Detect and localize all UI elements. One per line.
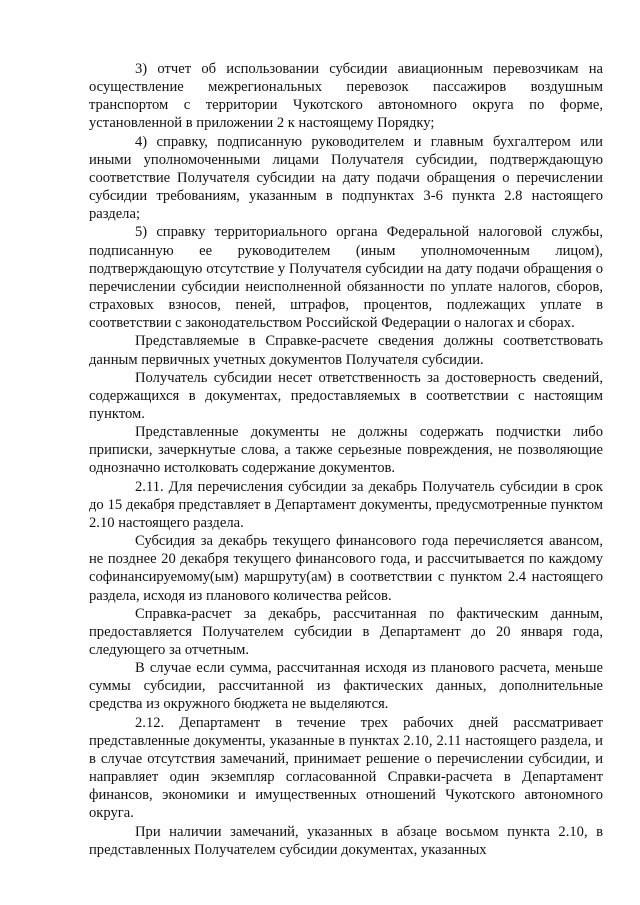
paragraph-data-consistency: Представляемые в Справке-расчете сведения должны соответствовать данным первичных учетных документов Получателя субсидии. — [89, 333, 603, 368]
paragraph-clause-2-11: 2.11. Для перечисления субсидии за декабрь Получатель субсидии в срок до 15 декабря представляет в Департамент документы, предусмотренные пунктом 2.10 настоящего раздела. — [89, 478, 603, 531]
document-page — [89, 60, 603, 859]
paragraph-report-form: 3) отчет об использовании субсидии авиационным перевозчикам на осуществление межрегиональных перевозок пассажиров воздушным транспортом с территории Чукотского автономного округа по форме, установленной в приложении 2 к настоящему Порядку; — [89, 61, 603, 132]
paragraph-no-additional-funds: В случае если сумма, рассчитанная исходя из планового расчета, меньше суммы субсидии, рассчитанной из фактических данных, дополнительные средства из окружного бюджета не выделяются. — [89, 660, 603, 713]
paragraph-december-advance: Субсидия за декабрь текущего финансового года перечисляется авансом, не позднее 20 декабря текущего финансового года, и рассчитывается по каждому софинансируемому(ым) маршруту(ам) в соответствии с пунктом 2.4 настоящего раздела, исходя из планового количества рейсов. — [89, 533, 603, 604]
paragraph-clause-2-12: 2.12. Департамент в течение трех рабочих дней рассматривает представленные документы, указанные в пунктах 2.10, 2.11 настоящего раздела, и в случае отсутствия замечаний, принимает решение о перечислении субсидии, и направляет один экземпляр согласованной Справки-расчета в Департамент финансов, экономики и имущественных отношений Чукотского автономного округа. — [89, 714, 603, 822]
paragraph-remarks: При наличии замечаний, указанных в абзаце восьмом пункта 2.10, в представленных Получателем субсидии документах, указанных — [89, 823, 603, 858]
paragraph-tax-certificate: 5) справку территориального органа Федеральной налоговой службы, подписанную ее руководителем (иным уполномоченным лицом), подтверждающую отсутствие у Получателя субсидии на дату подачи обращения о перечислении субсидии неисполненной обязанности по уплате налогов, сборов, страховых взносов, пеней, штрафов, процентов, подлежащих уплате в соответствии с законодательством Российской Федерации о налогах и сборах. — [89, 224, 603, 332]
paragraph-responsibility: Получатель субсидии несет ответственность за достоверность сведений, содержащихся в документах, предоставляемых в соответствии с настоящим пунктом. — [89, 369, 603, 422]
paragraph-december-calculation: Справка-расчет за декабрь, рассчитанная по фактическим данным, предоставляется Получателем субсидии в Департамент до 20 января года, следующего за отчетным. — [89, 605, 603, 658]
paragraph-no-corrections: Представленные документы не должны содержать подчистки либо приписки, зачеркнутые слова, а также серьезные повреждения, не позволяющие однозначно истолковать содержание документов. — [89, 424, 603, 477]
paragraph-compliance-certificate: 4) справку, подписанную руководителем и главным бухгалтером или иными уполномоченными лицами Получателя субсидии, подтверждающую соответствие Получателя субсидии на дату подачи обращения о перечислении субсидии требованиям, указанным в подпунктах 3-6 пункта 2.8 настоящего раздела; — [89, 133, 603, 223]
